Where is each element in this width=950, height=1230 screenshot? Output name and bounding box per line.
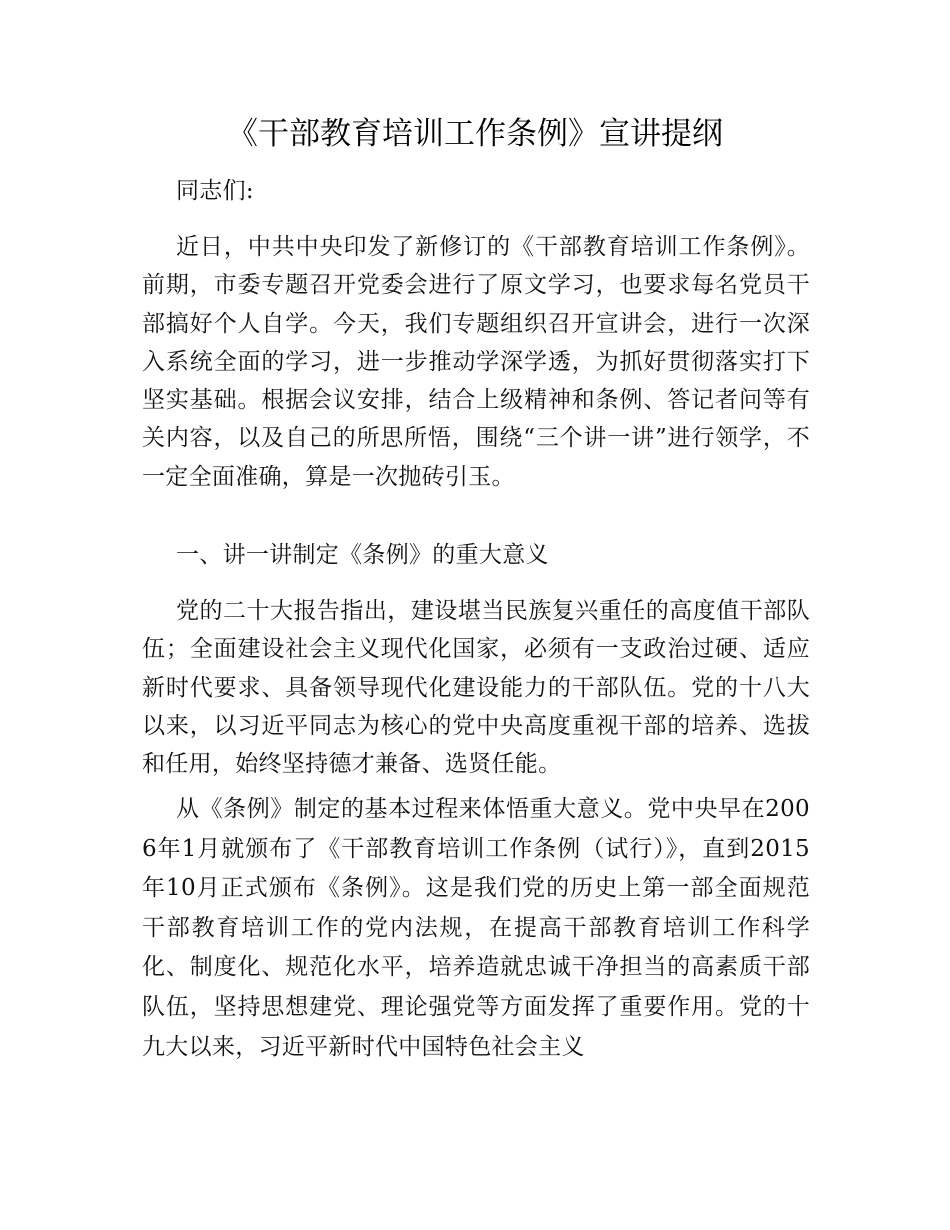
paragraph-intro: 近日，中共中央印发了新修订的《干部教育培训工作条例》。前期，市委专题召开党委会进行了原文学习，也要求每名党员干部搞好个人自学。今天，我们专题组织召开宣讲会，进行一次深入系统全面的学习，进一步推动学深学透，为抓好贯彻落实打下坚实基础。根据会议安排，结合上级精神和条例、答记者问等有关内容，以及自己的所思所悟，围绕“三个讲一讲”进行领学，不一定全面准确，算是一次抛砖引玉。 [142, 234, 810, 490]
document-title: 《干部教育培训工作条例》宣讲提纲 [227, 116, 723, 152]
greeting: 同志们: [176, 178, 254, 204]
paragraph-significance: 党的二十大报告指出，建设堪当民族复兴重任的高度值干部队伍；全面建设社会主义现代化国家，必须有一支政治过硬、适应新时代要求、具备领导现代化建设能力的干部队伍。党的十八大以来，以习近平同志为核心的党中央高度重视干部的培养、选拔和任用，始终坚持德才兼备、选贤任能。 [142, 598, 810, 778]
paragraph-process: 从《条例》制定的基本过程来体悟重大意义。党中央早在2006年1月就颁布了《干部教育培训工作条例（试行）》，直到2015年10月正式颁布《条例》。这是我们党的历史上第一部全面规范干部教育培训工作的党内法规，在提高干部教育培训工作科学化、制度化、规范化水平，培养造就忠诚干净担当的高素质干部队伍，坚持思想建党、理论强党等方面发挥了重要作用。党的十九大以来，习近平新时代中国特色社会主义 [142, 796, 810, 1060]
section-heading-1: 一、讲一讲制定《条例》的重大意义 [176, 542, 549, 568]
